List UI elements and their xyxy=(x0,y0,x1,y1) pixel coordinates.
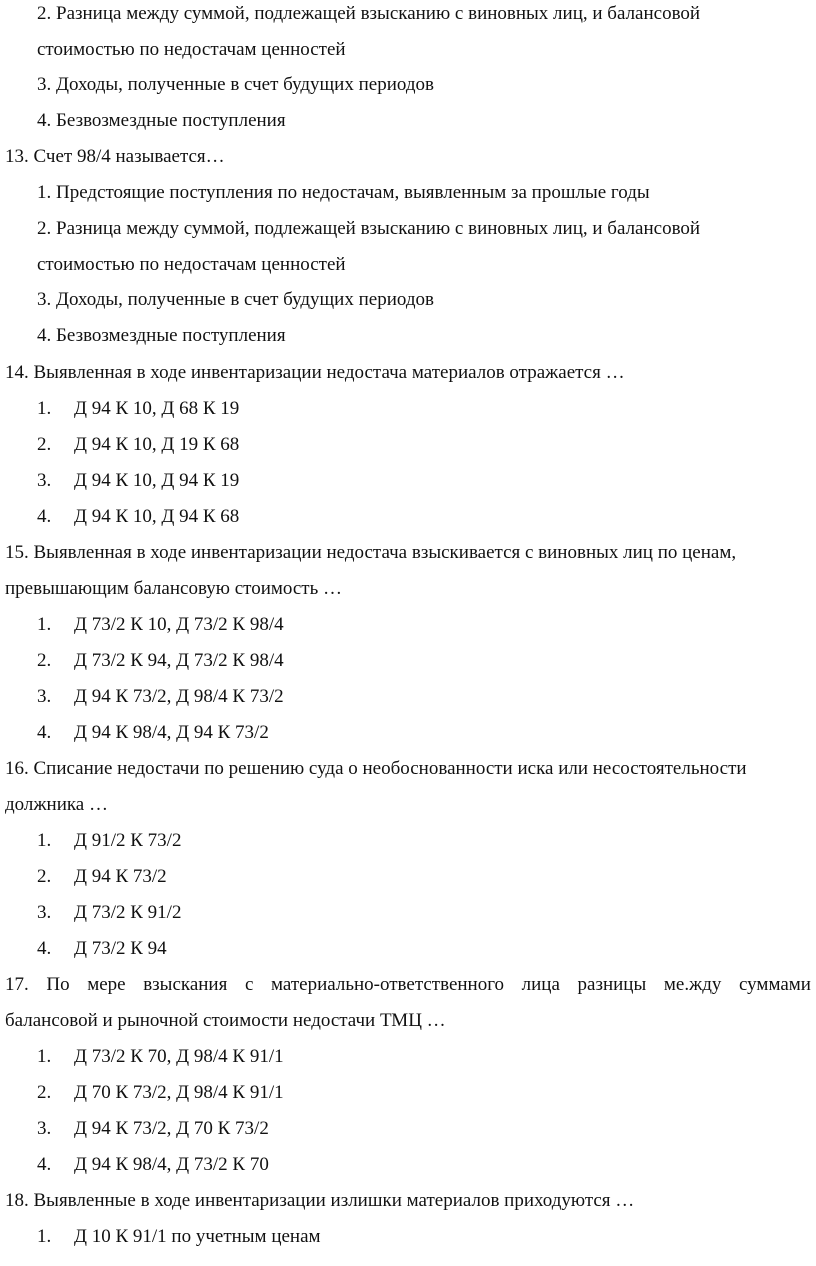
option-number: 3. xyxy=(37,686,52,707)
option-text: Д 70 К 73/2, Д 98/4 К 91/1 xyxy=(74,1082,284,1103)
q13-option-1: 1. Предстоящие поступления по недостачам, выявленным за прошлые годы xyxy=(37,182,650,203)
option-number: 2. xyxy=(37,866,52,887)
option-text: Д 94 К 10, Д 68 К 19 xyxy=(74,398,240,419)
q13-option-3: 3. Доходы, полученные в счет будущих периодов xyxy=(37,289,434,310)
option-text: Д 10 К 91/1 по учетным ценам xyxy=(74,1226,321,1247)
word: ме.жду xyxy=(663,974,722,995)
q12-option-4: 4. Безвозмездные поступления xyxy=(37,110,286,131)
option-text: Д 94 К 98/4, Д 94 К 73/2 xyxy=(74,722,269,743)
option-text: Д 91/2 К 73/2 xyxy=(74,830,182,851)
option-text: Д 94 К 73/2, Д 98/4 К 73/2 xyxy=(74,686,284,707)
q17-question-line1 xyxy=(5,973,811,997)
q18-question: 18. Выявленные в ходе инвентаризации излишки материалов приходуются … xyxy=(5,1190,635,1211)
option-number: 1. xyxy=(37,830,52,851)
option-text: Д 94 К 10, Д 19 К 68 xyxy=(74,434,240,455)
q13-option-4: 4. Безвозмездные поступления xyxy=(37,325,286,346)
q12-option-3: 3. Доходы, полученные в счет будущих периодов xyxy=(37,74,434,95)
q16-question-line1: 16. Списание недостачи по решению суда о необоснованности иска или несостоятельности xyxy=(5,758,747,779)
option-text: Д 73/2 К 70, Д 98/4 К 91/1 xyxy=(74,1046,284,1067)
q13-option-2-line2: стоимостью по недостачам ценностей xyxy=(37,254,346,275)
word: взыскания xyxy=(143,974,228,995)
option-text: Д 73/2 К 94, Д 73/2 К 98/4 xyxy=(74,650,284,671)
option-number: 3. xyxy=(37,902,52,923)
option-number: 2. xyxy=(37,1082,52,1103)
option-text: Д 94 К 73/2, Д 70 К 73/2 xyxy=(74,1118,269,1139)
option-number: 4. xyxy=(37,938,52,959)
option-number: 3. xyxy=(37,1118,52,1139)
word: суммами xyxy=(738,974,811,995)
q15-question-line2: превышающим балансовую стоимость … xyxy=(5,578,343,599)
option-text: Д 94 К 98/4, Д 73/2 К 70 xyxy=(74,1154,269,1175)
option-text: Д 94 К 10, Д 94 К 19 xyxy=(74,470,240,491)
option-number: 3. xyxy=(37,470,52,491)
q12-option-2-line2: стоимостью по недостачам ценностей xyxy=(37,39,346,60)
option-text: Д 94 К 73/2 xyxy=(74,866,167,887)
option-text: Д 73/2 К 10, Д 73/2 К 98/4 xyxy=(74,614,284,635)
q15-question-line1: 15. Выявленная в ходе инвентаризации недостача взыскивается с виновных лиц по ценам, xyxy=(5,542,737,563)
option-text: Д 73/2 К 94 xyxy=(74,938,167,959)
q13-option-2-line1: 2. Разница между суммой, подлежащей взысканию с виновных лиц, и балансовой xyxy=(37,218,701,239)
option-text: Д 73/2 К 91/2 xyxy=(74,902,182,923)
option-number: 1. xyxy=(37,398,52,419)
word: лица xyxy=(521,974,560,995)
option-number: 4. xyxy=(37,506,52,527)
word: разницы xyxy=(577,974,647,995)
q14-question: 14. Выявленная в ходе инвентаризации недостача материалов отражается … xyxy=(5,362,625,383)
option-text: Д 94 К 10, Д 94 К 68 xyxy=(74,506,240,527)
word: По xyxy=(46,974,70,995)
option-number: 4. xyxy=(37,722,52,743)
word: мере xyxy=(87,974,126,995)
option-number: 1. xyxy=(37,614,52,635)
q13-question: 13. Счет 98/4 называется… xyxy=(5,146,225,167)
q16-question-line2: должника … xyxy=(5,794,108,815)
option-number: 1. xyxy=(37,1226,52,1247)
option-number: 2. xyxy=(37,434,52,455)
q12-option-2-line1: 2. Разница между суммой, подлежащей взысканию с виновных лиц, и балансовой xyxy=(37,3,701,24)
q17-question-line2: балансовой и рыночной стоимости недостачи ТМЦ … xyxy=(5,1010,446,1031)
word: 17. xyxy=(5,974,29,995)
word: материально-ответственного xyxy=(271,974,505,995)
option-number: 4. xyxy=(37,1154,52,1175)
option-number: 1. xyxy=(37,1046,52,1067)
option-number: 2. xyxy=(37,650,52,671)
word: с xyxy=(244,974,254,995)
